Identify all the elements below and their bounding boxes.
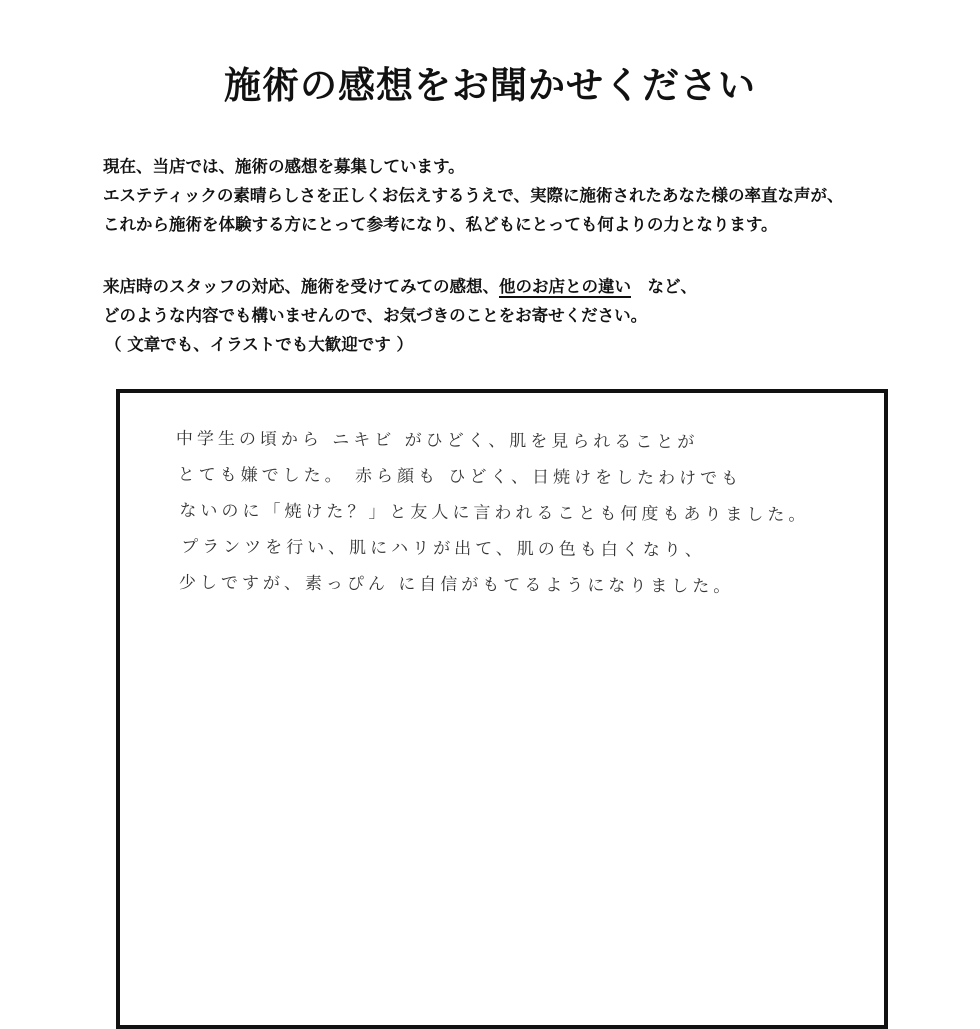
request-line: どのような内容でも構いませんので、お気づきのことをお寄せください。 — [103, 306, 648, 325]
request-line: （ 文章でも、イラストでも大歓迎です ） — [105, 335, 413, 354]
page-title: 施術の感想をお聞かせください — [224, 64, 756, 107]
answer-line: 少しですが、素っぴん に自信がもてるようになりました。 — [178, 573, 735, 597]
underlined-emphasis: 他のお店との違い — [499, 277, 631, 296]
request-text: など、 — [647, 277, 697, 296]
answer-line: ないのに「焼けた？」と友人に言われることも何度もありました。 — [179, 501, 810, 526]
request-paragraph — [103, 272, 943, 359]
intro-line: これから施術を体験する方にとって参考になり、私どもにとっても何よりの力となります。 — [103, 215, 778, 234]
request-text: 来店時のスタッフの対応、施術を受けてみての感想、 — [103, 277, 499, 296]
request-line — [103, 272, 943, 301]
handwritten-answer — [175, 421, 866, 606]
intro-line: 現在、当店では、施術の感想を募集しています。 — [103, 157, 465, 176]
answer-line: とても嫌でした。 赤ら顔も ひどく、日焼けをしたわけでも — [177, 465, 743, 489]
answer-box — [116, 389, 888, 1029]
intro-paragraph — [103, 152, 943, 239]
intro-line: エステティックの素晴らしさを正しくお伝えするうえで、実際に施術されたあなた様の率直な声が、 — [103, 186, 844, 205]
answer-line: プランツを行い、肌にハリが出て、肌の色も白くなり、 — [181, 537, 706, 561]
answer-line: 中学生の頃から ニキビ がひどく、肌を見られることが — [175, 428, 699, 453]
